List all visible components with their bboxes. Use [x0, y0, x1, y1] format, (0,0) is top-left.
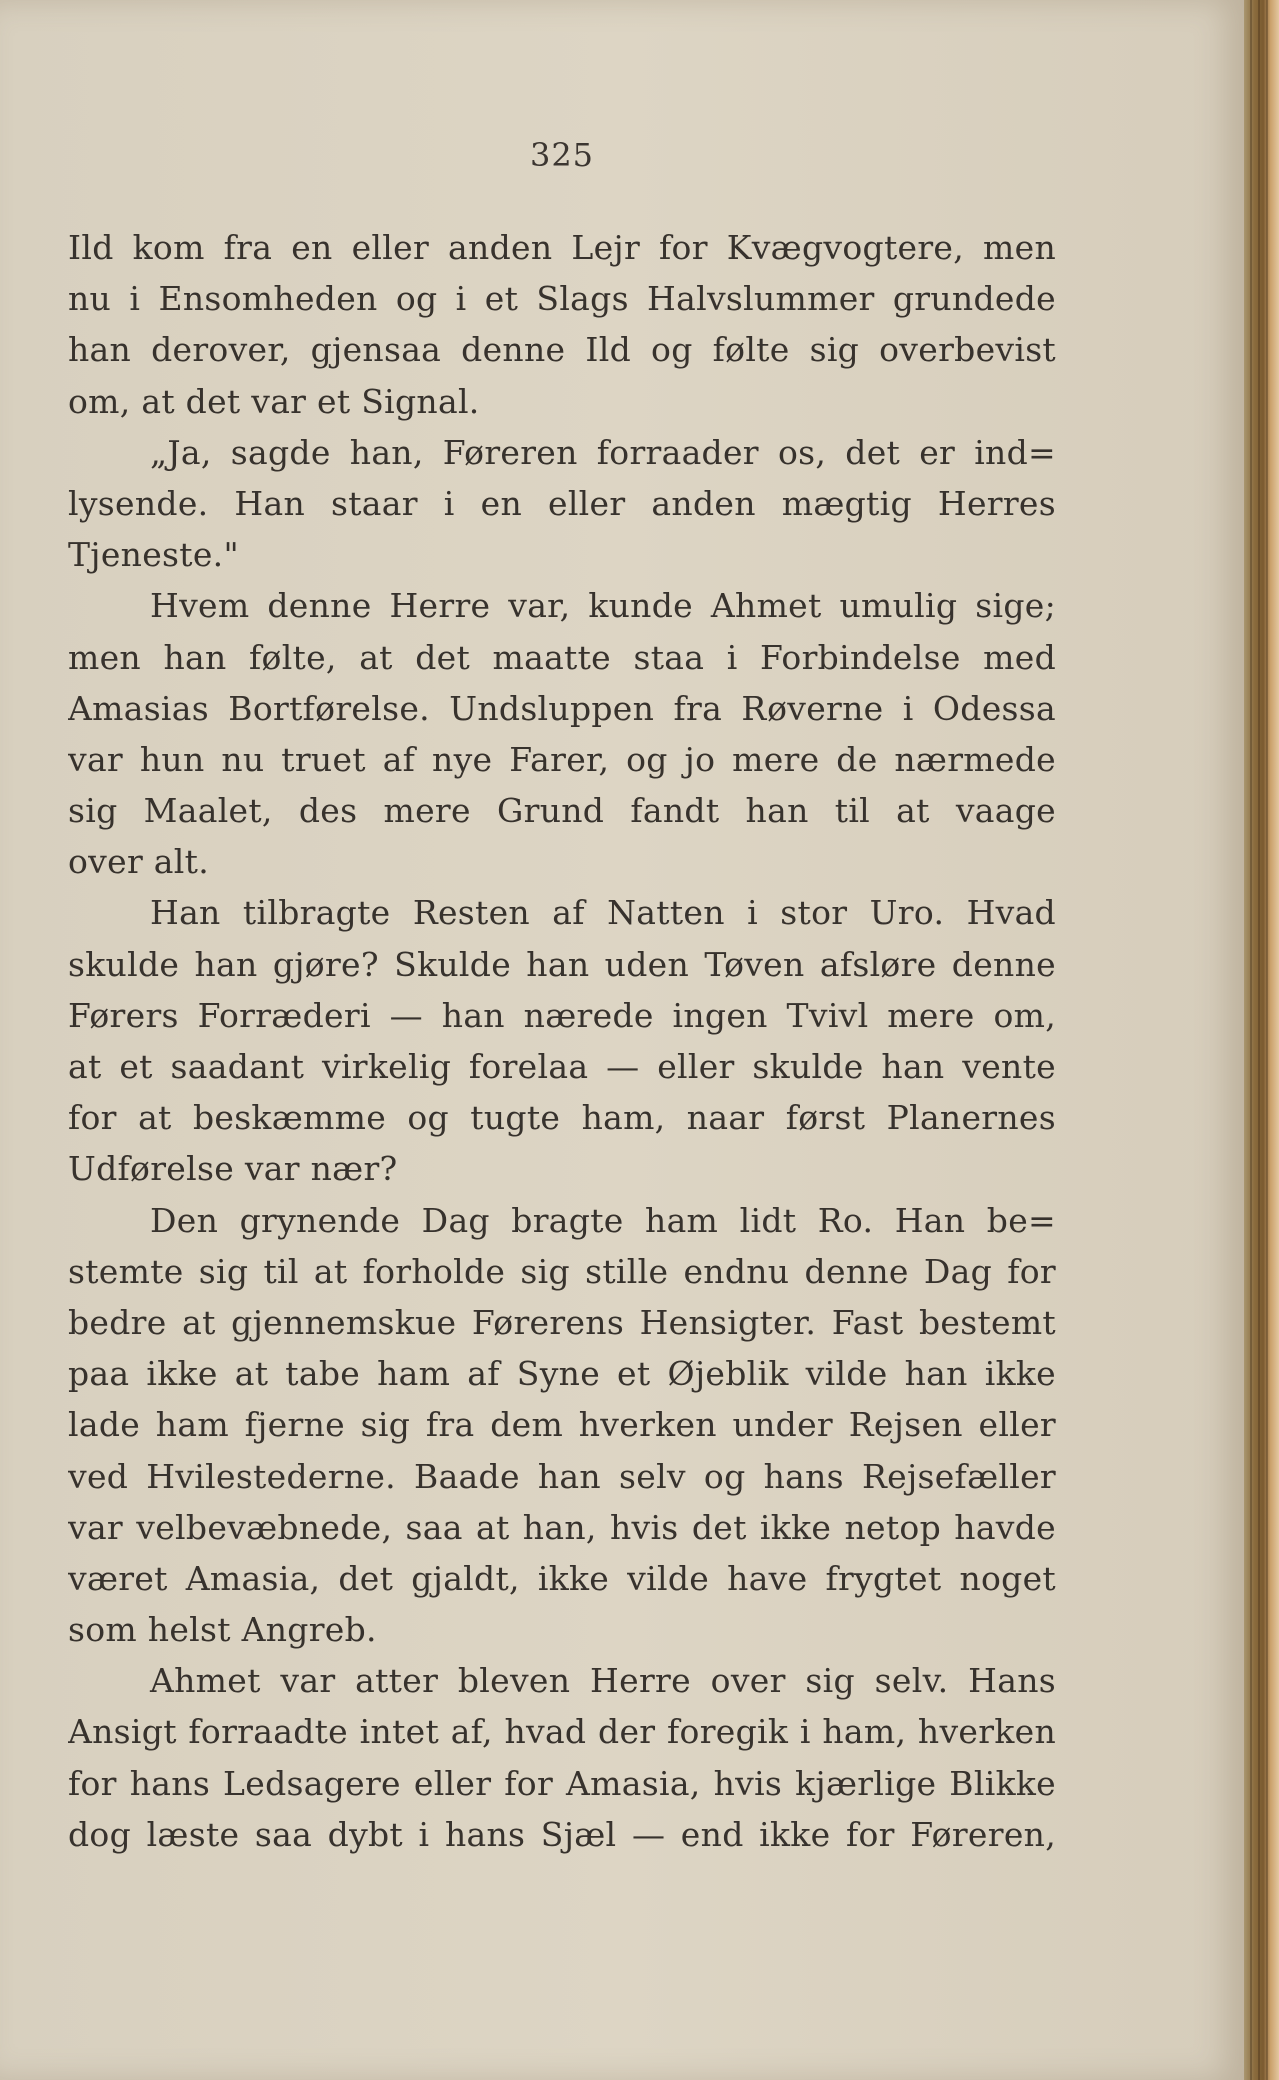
text-line: at et saadant virkelig forelaa — eller skulde han vente — [68, 1047, 1056, 1086]
text-line: Den grynende Dag bragte ham lidt Ro. Han be= — [150, 1200, 1056, 1240]
text-line: for at beskæmme og tugte ham, naar først Planernes — [68, 1098, 1056, 1138]
text-line: lade ham fjerne sig fra dem hverken under Rejsen eller — [68, 1405, 1056, 1445]
text-line: Ahmet var atter bleven Herre over sig selv. Hans — [150, 1661, 1056, 1701]
text-line: Han tilbragte Resten af Natten i stor Uro. Hvad — [150, 893, 1056, 933]
text-line: som helst Angreb. — [68, 1610, 377, 1650]
text-line: han derover, gjensaa denne Ild og følte sig overbevist — [68, 330, 1056, 370]
text-line: stemte sig til at forholde sig stille endnu denne Dag for — [68, 1251, 1056, 1291]
text-line: ved Hvilestederne. Baade han selv og hans Rejsefæller — [68, 1456, 1056, 1496]
text-line: var velbevæbnede, saa at han, hvis det ikke netop havde — [68, 1507, 1056, 1547]
text-line: været Amasia, det gjaldt, ikke vilde have frygtet noget — [68, 1558, 1056, 1598]
body-text — [68, 222, 1056, 1860]
text-line: Ild kom fra en eller anden Lejr for Kvægvogtere, men — [68, 228, 1056, 267]
text-line: nu i Ensomheden og i et Slags Halvslummer grundede — [68, 279, 1056, 319]
text-line: dog læste saa dybt i hans Sjæl — end ikke for Føreren, — [68, 1814, 1056, 1854]
book-edge — [1244, 0, 1279, 2080]
text-line: sig Maalet, des mere Grund fandt han til at vaage — [68, 791, 1056, 831]
text-line: bedre at gjennemskue Førerens Hensigter. Fast bestemt — [68, 1302, 1056, 1342]
text-line: om, at det var et Signal. — [68, 381, 480, 421]
text-line: men han følte, at det maatte staa i Forbindelse med — [68, 637, 1056, 677]
text-line: Ansigt forraadte intet af, hvad der foregik i ham, hverken — [68, 1712, 1056, 1752]
text-line: var hun nu truet af nye Farer, og jo mere de nærmede — [68, 739, 1056, 779]
text-line: Udførelse var nær? — [68, 1149, 398, 1189]
text-line: Hvem denne Herre var, kunde Ahmet umulig sige; — [150, 586, 1056, 626]
page-number: 325 — [529, 136, 595, 174]
text-line: for hans Ledsagere eller for Amasia, hvis kjærlige Blikke — [68, 1763, 1056, 1803]
text-line: Førers Forræderi — han nærede ingen Tvivl mere om, — [68, 995, 1056, 1035]
text-line: skulde han gjøre? Skulde han uden Tøven afsløre denne — [68, 944, 1056, 984]
text-line: paa ikke at tabe ham af Syne et Øjeblik vilde han ikke — [68, 1354, 1056, 1394]
text-line: Tjeneste." — [68, 535, 239, 575]
text-line: over alt. — [68, 842, 209, 882]
text-line: lysende. Han staar i en eller anden mægtig Herres — [68, 483, 1056, 523]
text-line: Amasias Bortførelse. Undsluppen fra Røverne i Odessa — [68, 688, 1056, 728]
text-line: „Ja, sagde han, Føreren forraader os, det er ind= — [150, 432, 1056, 472]
